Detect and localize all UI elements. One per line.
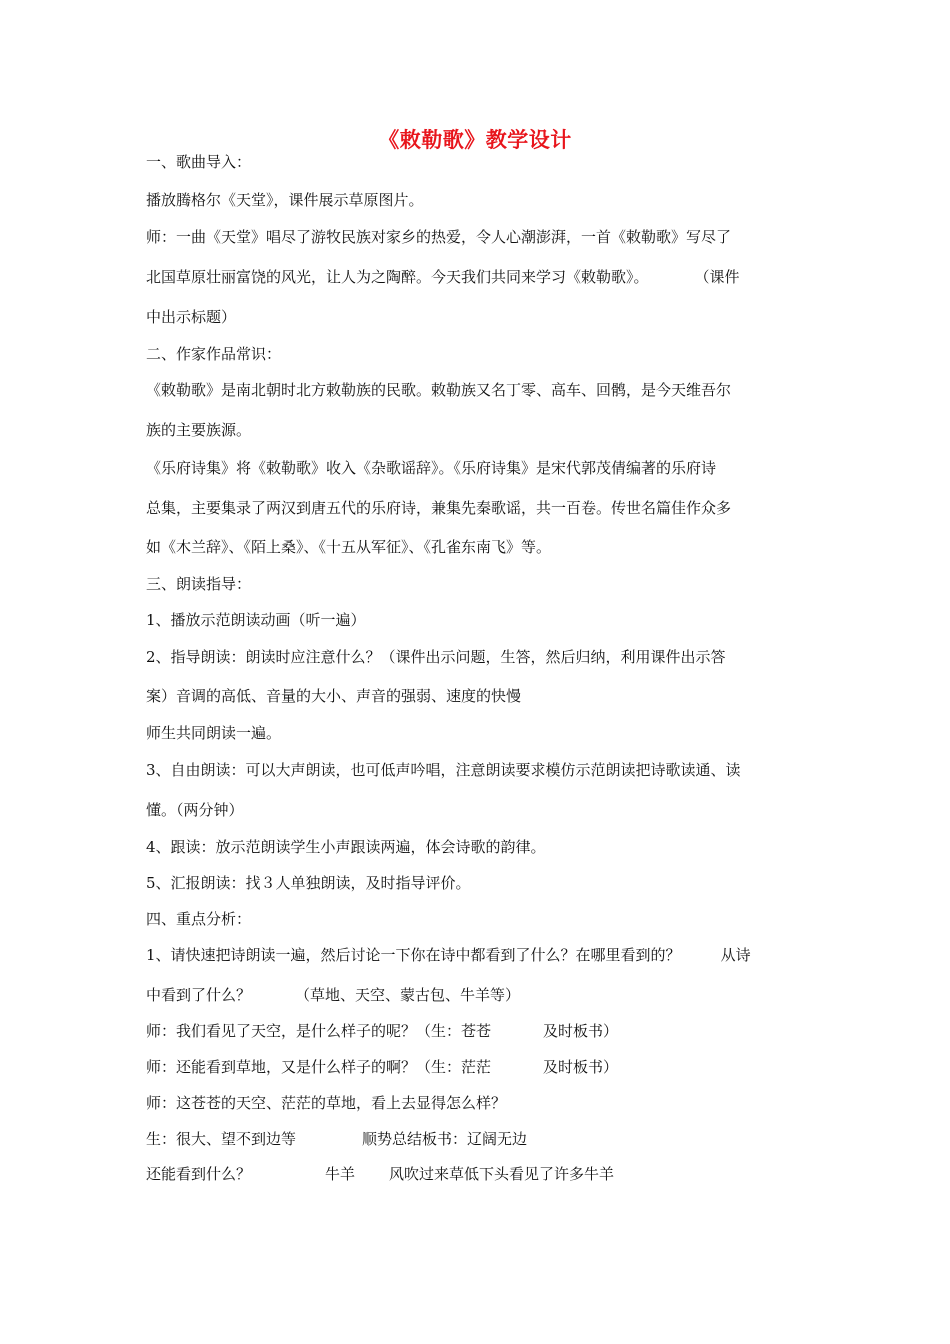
text-run: 及时板书） <box>543 1058 619 1076</box>
text-run: 从诗 <box>720 946 751 964</box>
text-run: 中看到了什么？ <box>146 986 252 1004</box>
section-heading-author: 二、作家作品常识： <box>146 345 282 363</box>
list-item <box>146 985 520 1005</box>
list-item: 1、播放示范朗读动画（听一遍） <box>146 611 366 629</box>
text-run: 生：很大、望不到边等 <box>146 1130 297 1148</box>
text-run: （草地、天空、蒙古包、牛羊等） <box>295 986 521 1004</box>
document-title: 《敕勒歌》教学设计 <box>378 127 572 152</box>
text-run: 还能看到什么？ <box>146 1165 252 1183</box>
dialogue-line: 师：这苍苍的天空、茫茫的草地，看上去显得怎么样？ <box>146 1094 507 1112</box>
paragraph: 《乐府诗集》将《敕勒歌》收入《杂歌谣辞》。《乐府诗集》是宋代郭茂倩编著的乐府诗 <box>146 459 717 477</box>
list-item: 5、汇报朗读：找３人单独朗读，及时指导评价。 <box>146 874 471 892</box>
paragraph: 族的主要族源。 <box>146 421 252 439</box>
paragraph: 总集，主要集录了两汉到唐五代的乐府诗，兼集先秦歌谣，共一百卷。传世名篇佳作众多 <box>146 499 732 517</box>
paragraph: 《敕勒歌》是南北朝时北方敕勒族的民歌。敕勒族又名丁零、高车、回鹘，是今天维吾尔 <box>146 381 732 399</box>
list-item: 3、自由朗读：可以大声朗读，也可低声吟唱，注意朗读要求模仿示范朗读把诗歌读通、读 <box>146 761 741 779</box>
paragraph <box>146 267 740 287</box>
text-run: 牛羊 <box>325 1165 356 1183</box>
paragraph: 师：一曲《天堂》唱尽了游牧民族对家乡的热爱，令人心潮澎湃，一首《敕勒歌》写尽了 <box>146 228 732 246</box>
text-run: 风吹过来草低下头看见了许多牛羊 <box>389 1165 615 1183</box>
dialogue-line <box>146 1021 618 1041</box>
text-run: 师：还能看到草地，又是什么样子的啊？（生：茫茫 <box>146 1058 492 1076</box>
section-heading-intro: 一、歌曲导入： <box>146 153 252 171</box>
dialogue-line <box>146 1164 614 1184</box>
list-item <box>146 945 751 965</box>
paragraph: 播放腾格尔《天堂》，课件展示草原图片。 <box>146 191 424 209</box>
text-run: （课件 <box>694 268 740 286</box>
text-run: 1、请快速把诗朗读一遍，然后讨论一下你在诗中都看到了什么？在哪里看到的？ <box>146 946 681 964</box>
list-item: 懂。（两分钟） <box>146 801 244 819</box>
text-run: 北国草原壮丽富饶的风光，让人为之陶醉。今天我们共同来学习《敕勒歌》。 <box>146 268 649 286</box>
list-item: 4、跟读：放示范朗读学生小声跟读两遍，体会诗歌的韵律。 <box>146 838 546 856</box>
text-run: 顺势总结板书：辽阔无边 <box>362 1130 528 1148</box>
text-run: 师：我们看见了天空，是什么样子的呢？（生：苍苍 <box>146 1022 492 1040</box>
dialogue-line <box>146 1057 618 1077</box>
paragraph: 中出示标题） <box>146 308 237 326</box>
list-item: 2、指导朗读：朗读时应注意什么？（课件出示问题，生答，然后归纳，利用课件出示答 <box>146 648 726 666</box>
section-heading-analysis: 四、重点分析： <box>146 910 252 928</box>
paragraph: 如《木兰辞》、《陌上桑》、《十五从军征》、《孔雀东南飞》等。 <box>146 538 552 556</box>
text-run: 及时板书） <box>543 1022 619 1040</box>
section-heading-reading: 三、朗读指导： <box>146 575 252 593</box>
dialogue-line <box>146 1129 527 1149</box>
list-item: 师生共同朗读一遍。 <box>146 724 282 742</box>
list-item: 案）音调的高低、音量的大小、声音的强弱、速度的快慢 <box>146 687 522 705</box>
